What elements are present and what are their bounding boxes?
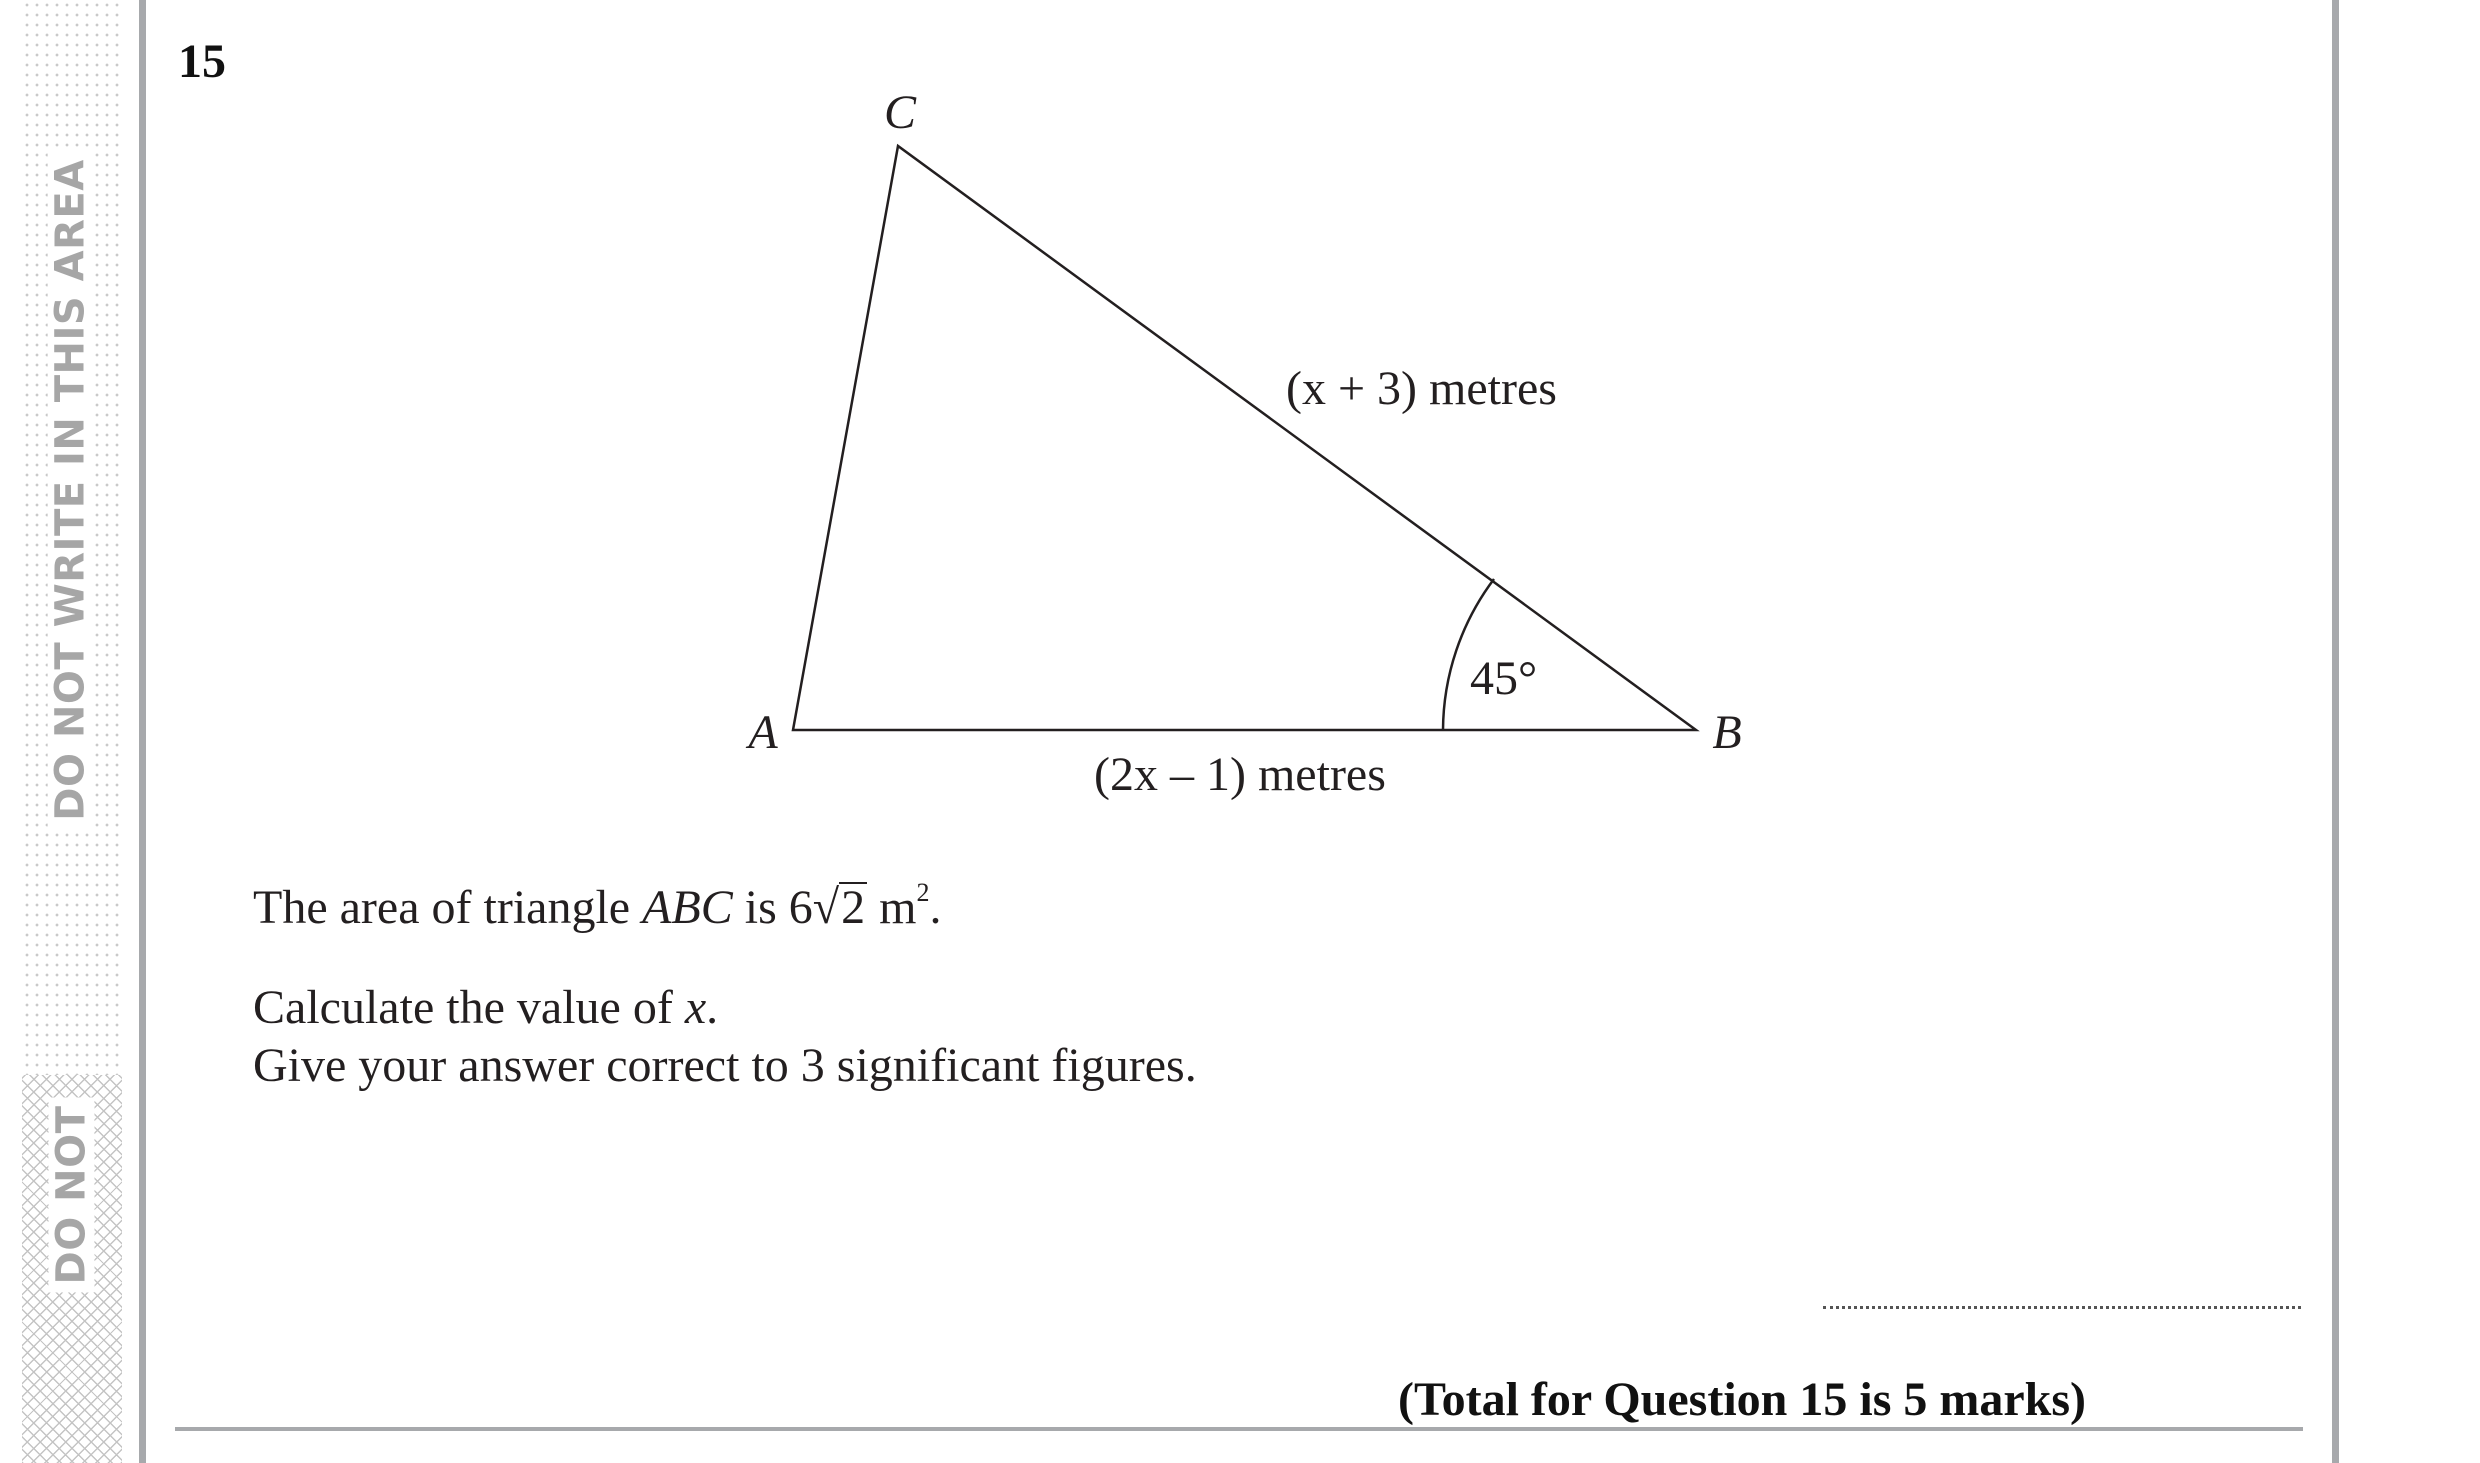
margin-warning-short: DO NOT [40,1100,102,1290]
triangle-abc [793,146,1696,730]
unit-exponent: 2 [916,878,930,907]
question-number: 15 [178,35,226,88]
margin-warning: DO NOT WRITE IN THIS AREA [40,170,102,810]
angle-b-label: 45° [1470,652,1538,705]
side-cb-label: (x + 3) metres [1286,362,1557,415]
vertex-label-b: B [1712,706,1742,759]
precision-instruction: Give your answer correct to 3 significant figures. [253,1039,1197,1092]
vertex-label-a: A [748,706,778,759]
calculate-instruction: Calculate the value of x. [253,981,719,1034]
area-coefficient: 6 [788,881,813,934]
side-ab-label: (2x – 1) metres [1094,748,1386,801]
area-statement: The area of triangle ABC is 6√2 $m^2$. [253,878,942,934]
variable-x: x [684,981,707,1034]
bottom-rule [175,1427,2303,1431]
radicand: 2 [841,881,866,934]
answer-line[interactable] [1823,1306,2301,1309]
triangle-name: ABC [642,881,733,934]
total-marks: (Total for Question 15 is 5 marks) [1398,1373,2087,1426]
square-root: √2 [812,881,866,934]
vertex-label-c: C [883,86,917,139]
